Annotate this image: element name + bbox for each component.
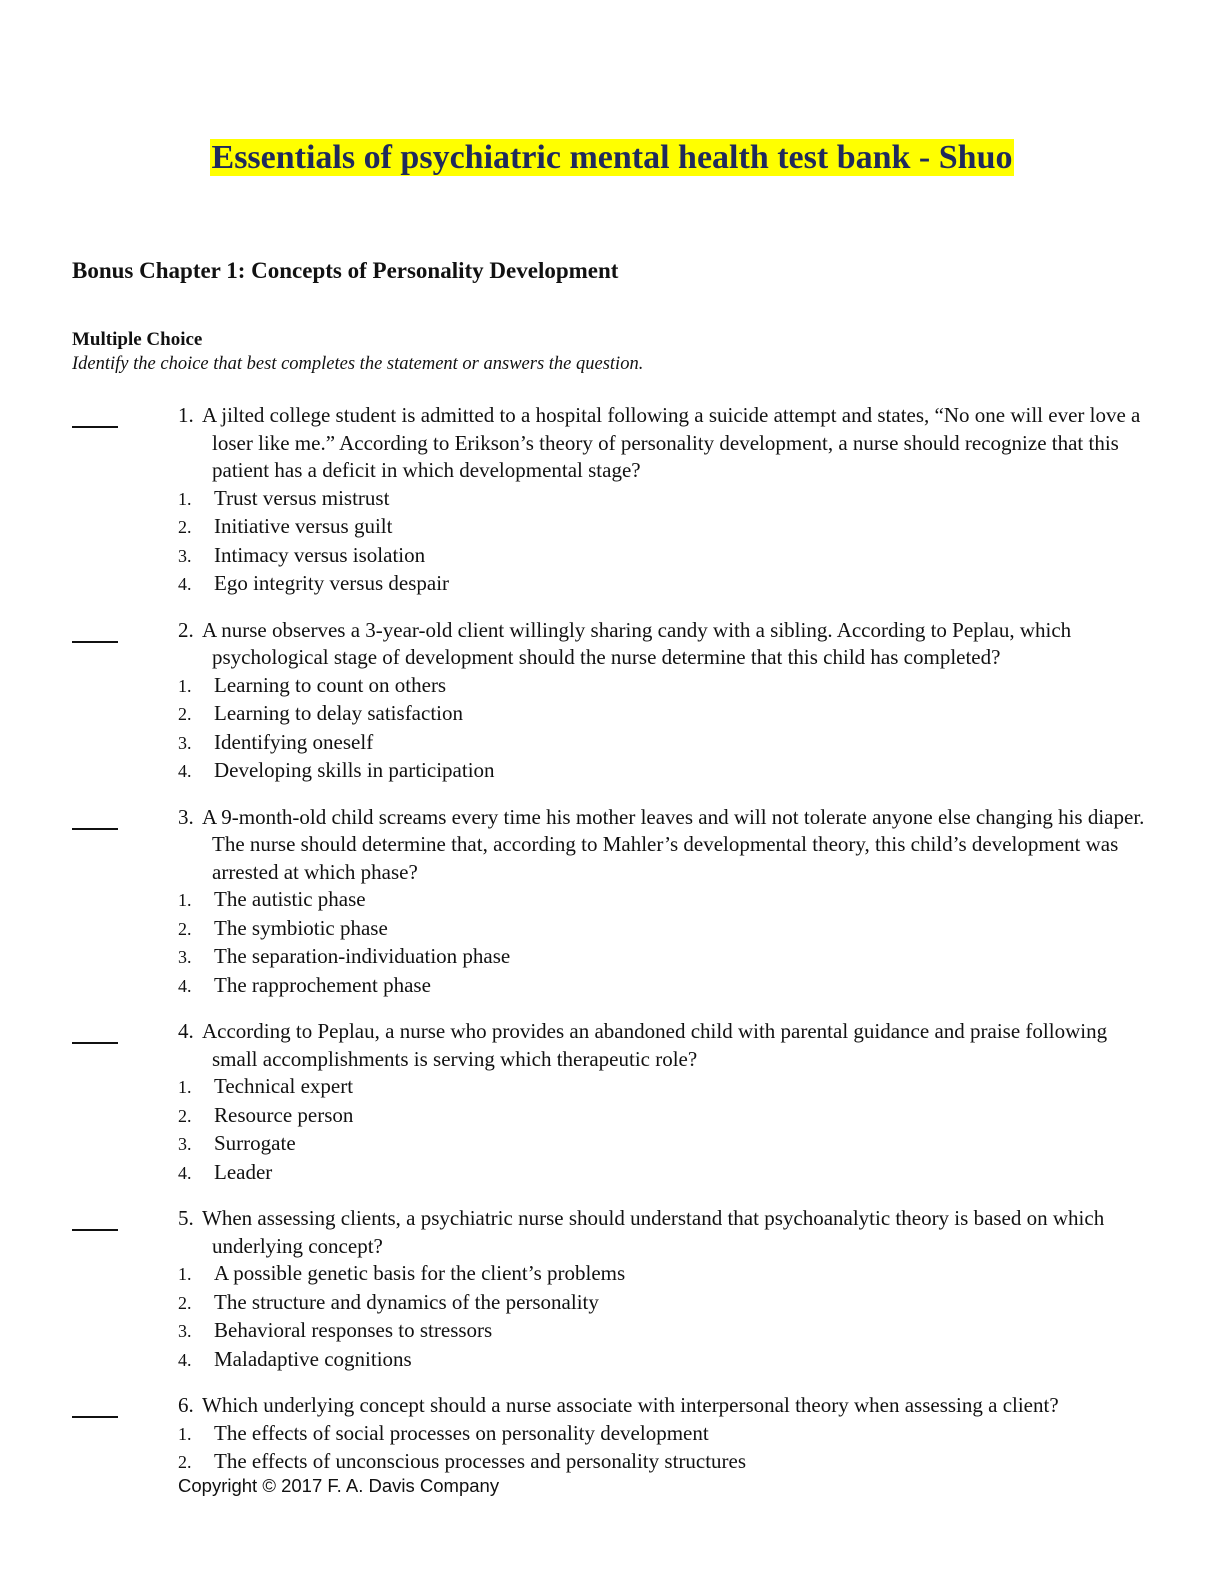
choice-number: 3.: [178, 1321, 192, 1341]
question-item: [72, 402, 1152, 599]
question-list: [72, 402, 1152, 1495]
choice-number: 3.: [178, 1134, 192, 1154]
choice-number: 2.: [178, 1292, 192, 1313]
choice-text: Identifying oneself: [214, 729, 374, 754]
question-stem: [178, 1392, 1152, 1420]
choice-number: 3.: [178, 545, 192, 566]
choice-text: Leader: [214, 1159, 273, 1184]
copyright-footer: Copyright © 2017 F. A. Davis Company: [178, 1475, 500, 1496]
choice-list: [72, 1420, 1152, 1477]
page-title: [0, 136, 1224, 180]
choice-text: Intimacy versus isolation: [214, 542, 426, 567]
choice-item: [178, 1159, 1152, 1188]
choice-item: [178, 1260, 1152, 1289]
choice-item: [178, 1073, 1152, 1102]
question-number: 4.: [178, 1019, 194, 1043]
choice-item: [178, 1102, 1152, 1131]
choice-item: [178, 700, 1152, 729]
choice-text: The effects of unconscious processes and personality structures: [214, 1449, 747, 1473]
question-text: A 9-month-old child screams every time his mother leaves and will not tolerate anyone else changing his diaper. The nurse should determine that, according to Mahler’s developmental theory, this child’s development was arrested at which phase?: [202, 804, 1145, 884]
answer-blank[interactable]: [72, 404, 118, 428]
answer-blank[interactable]: [72, 1020, 118, 1044]
answer-blank[interactable]: [72, 619, 118, 643]
choice-number: 1.: [178, 1264, 192, 1284]
choice-text: Trust versus mistrust: [214, 485, 390, 510]
choice-number: 2.: [178, 1105, 192, 1126]
choice-list: [72, 1260, 1152, 1374]
question-text: Which underlying concept should a nurse associate with interpersonal theory when assessing a client?: [202, 1393, 1059, 1417]
answer-blank[interactable]: [72, 1394, 118, 1418]
choice-text: Surrogate: [214, 1131, 296, 1155]
question-number: 6.: [178, 1393, 194, 1417]
choice-number: 3.: [178, 732, 192, 753]
choice-number: 2.: [178, 517, 192, 537]
choice-list: [72, 485, 1152, 599]
question-text: When assessing clients, a psychiatric nurse should understand that psychoanalytic theory is based on which underlying concept?: [202, 1206, 1105, 1258]
question-number: 5.: [178, 1206, 194, 1230]
chapter-title: Bonus Chapter 1: Concepts of Personality Development: [72, 258, 619, 283]
question-text: A jilted college student is admitted to a hospital following a suicide attempt and states, “No one will ever love a loser like me.” According to Erikson’s theory of personality development, a nurse should recognize that this patient has a deficit in which developmental stage?: [202, 403, 1141, 482]
choice-number: 1.: [178, 1423, 192, 1444]
choice-text: Maladaptive cognitions: [214, 1346, 412, 1371]
choice-item: [178, 1289, 1152, 1318]
choice-text: The separation-individuation phase: [214, 944, 511, 968]
choice-item: [178, 672, 1152, 701]
question-text: A nurse observes a 3-year-old client willingly sharing candy with a sibling. According to Peplau, which psychological stage of development should the nurse determine that this child has completed?: [202, 617, 1072, 669]
choice-number: 4.: [178, 1162, 192, 1183]
choice-item: [178, 485, 1152, 514]
choice-text: Developing skills in participation: [214, 758, 495, 782]
choice-text: Behavioral responses to stressors: [214, 1318, 493, 1342]
choice-number: 2.: [178, 704, 192, 724]
section-title: Multiple Choice: [72, 329, 203, 350]
question-number: 3.: [178, 804, 194, 829]
question-stem: [178, 1205, 1152, 1260]
answer-blank[interactable]: [72, 806, 118, 830]
choice-number: 4.: [178, 574, 192, 594]
choice-text: Initiative versus guilt: [214, 514, 393, 538]
choice-item: [178, 757, 1152, 786]
choice-text: The rapprochement phase: [214, 972, 431, 997]
question-stem: [178, 617, 1152, 672]
choice-item: [178, 1317, 1152, 1346]
question-stem: [178, 804, 1152, 887]
question-stem: [178, 402, 1152, 485]
choice-text: Technical expert: [214, 1074, 354, 1098]
choice-item: [178, 542, 1152, 571]
choice-number: 1.: [178, 1077, 192, 1097]
choice-number: 2.: [178, 918, 192, 939]
choice-item: [178, 729, 1152, 758]
choice-item: [178, 1346, 1152, 1375]
question-number: 2.: [178, 617, 194, 642]
choice-text: The effects of social processes on personality development: [214, 1420, 709, 1445]
choice-item: [178, 915, 1152, 944]
choice-number: 4.: [178, 1349, 192, 1370]
choice-list: [72, 672, 1152, 786]
choice-text: The structure and dynamics of the personality: [214, 1289, 599, 1314]
question-item: [72, 1392, 1152, 1477]
choice-number: 3.: [178, 947, 192, 967]
choice-list: [72, 1073, 1152, 1187]
choice-item: [178, 570, 1152, 599]
choice-text: Learning to count on others: [214, 672, 447, 697]
choice-number: 2.: [178, 1452, 192, 1472]
choice-item: [178, 513, 1152, 542]
choice-item: [178, 1448, 1152, 1477]
choice-number: 1.: [178, 890, 192, 910]
choice-text: Learning to delay satisfaction: [214, 701, 463, 725]
instructions: Identify the choice that best completes the statement or answers the question.: [72, 354, 644, 374]
question-number: 1.: [178, 403, 194, 427]
choice-list: [72, 886, 1152, 1000]
question-text: According to Peplau, a nurse who provides an abandoned child with parental guidance and praise following small accomplishments is serving which therapeutic role?: [202, 1019, 1108, 1071]
choice-text: A possible genetic basis for the client’s problems: [214, 1261, 626, 1285]
question-item: [72, 1205, 1152, 1374]
question-item: [72, 617, 1152, 786]
choice-item: [178, 886, 1152, 915]
choice-text: The autistic phase: [214, 887, 366, 911]
choice-number: 4.: [178, 975, 192, 996]
choice-item: [178, 1130, 1152, 1159]
choice-number: 1.: [178, 675, 192, 696]
question-item: [72, 804, 1152, 1001]
choice-item: [178, 972, 1152, 1001]
choice-number: 4.: [178, 761, 192, 781]
choice-item: [178, 1420, 1152, 1449]
choice-item: [178, 943, 1152, 972]
choice-number: 1.: [178, 488, 192, 509]
choice-text: The symbiotic phase: [214, 915, 388, 940]
question-stem: [178, 1018, 1152, 1073]
choice-text: Ego integrity versus despair: [214, 571, 450, 595]
question-item: [72, 1018, 1152, 1187]
page-title-text: Essentials of psychiatric mental health test bank - Shuo: [211, 139, 1013, 176]
choice-text: Resource person: [214, 1102, 354, 1127]
answer-blank[interactable]: [72, 1207, 118, 1231]
